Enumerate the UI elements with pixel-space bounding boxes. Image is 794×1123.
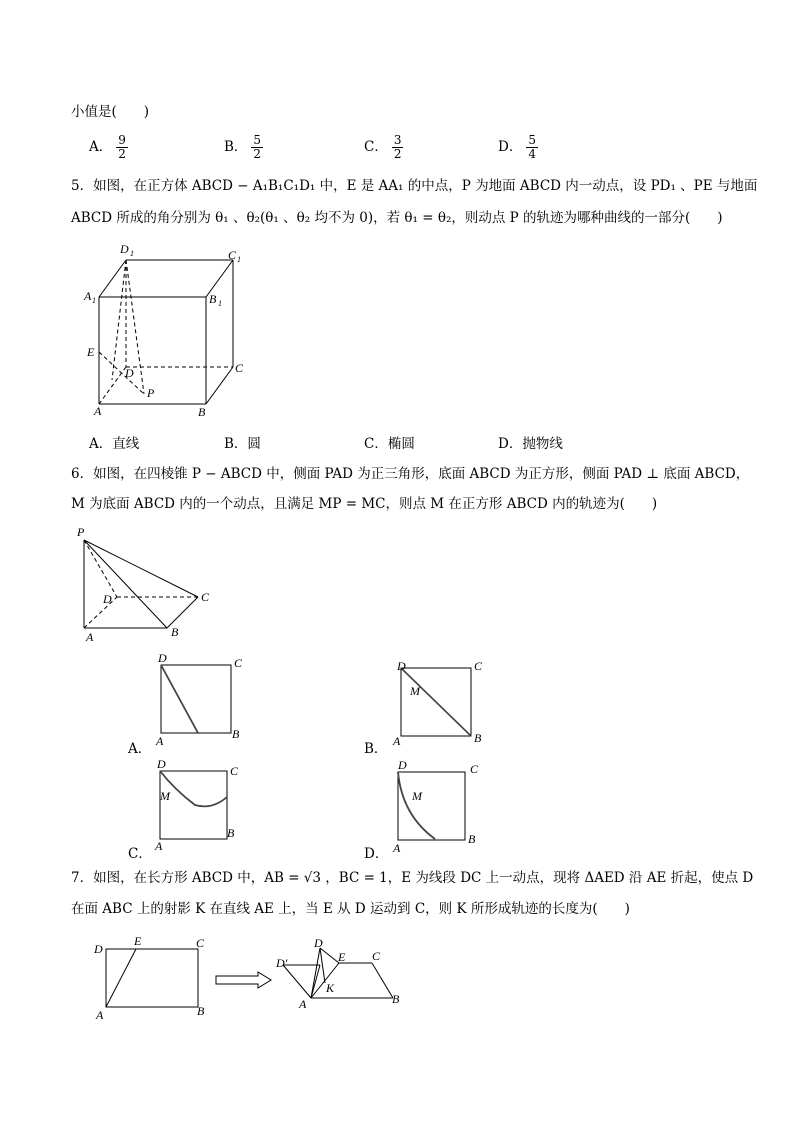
label-E: E	[87, 345, 95, 359]
label-B: B	[468, 832, 476, 846]
q6-option-c[interactable]: C．	[128, 846, 152, 862]
label-P: P	[147, 386, 155, 400]
label-D: D	[397, 659, 406, 673]
label-D: D	[125, 366, 134, 380]
q6-option-b[interactable]: B．	[364, 741, 388, 757]
q5-option-c[interactable]: C．椭圆	[364, 436, 415, 452]
label-C: C	[235, 361, 244, 375]
label-sub: 1	[92, 296, 96, 305]
q6-option-d[interactable]: D．	[364, 846, 389, 862]
label-A1: A	[84, 289, 92, 303]
q5-text-line1: 5．如图，在正方体 ABCD − A₁B₁C₁D₁ 中，E 是 AA₁ 的中点，P 为地面 ABCD 内一动点，设 PD₁ 、PE 与地面	[71, 178, 758, 194]
label-D: D	[103, 592, 112, 606]
fraction: $\frac{5}{4}$	[528, 133, 536, 161]
q5-text-line2: ABCD 所成的角分别为 θ₁ 、θ₂(θ₁ 、θ₂ 均不为 0)，若 θ₁ = θ₂，则动点 P 的轨迹为哪种曲线的一部分( )	[71, 210, 723, 226]
label-D: D	[157, 757, 166, 771]
label-B1: B	[209, 292, 217, 306]
label-A: A	[156, 734, 164, 748]
label-Dprime: D′	[276, 956, 288, 970]
label-B: B	[198, 405, 206, 419]
q4-question-tail: 小值是( )	[71, 104, 150, 120]
label-M: M	[160, 789, 170, 803]
label-D-folded: D	[314, 936, 323, 950]
label-D: D	[398, 758, 407, 772]
label-P: P	[77, 525, 85, 539]
q5-option-a[interactable]: A．直线	[89, 436, 140, 452]
label-M: M	[410, 684, 420, 698]
fraction: $\frac{3}{2}$	[393, 133, 402, 161]
label-C: C	[234, 656, 243, 670]
label-C1: C	[228, 248, 237, 262]
label-A: A	[94, 404, 102, 418]
label-B: B	[474, 731, 482, 745]
label-E-folded: E	[338, 950, 346, 964]
label-D1: D	[120, 242, 129, 256]
fraction: $\frac{9}{2}$	[118, 133, 126, 161]
label-D: D	[158, 651, 167, 665]
label-B: B	[232, 727, 240, 741]
label-C-folded: C	[372, 949, 381, 963]
option-label: B．	[224, 139, 248, 155]
label-B: B	[171, 625, 179, 639]
label-D: D	[94, 942, 103, 956]
label-K: K	[326, 981, 335, 995]
label-B: B	[227, 826, 235, 840]
label-A: A	[393, 734, 401, 748]
option-label: C．	[364, 139, 388, 155]
label-A: A	[155, 839, 163, 853]
label-A-folded: A	[299, 997, 307, 1011]
label-A: A	[393, 841, 401, 855]
label-C: C	[196, 936, 205, 950]
q7-text-line1: 7．如图，在长方形 ABCD 中，AB = √3 ，BC = 1，E 为线段 DC 上一动点，现将 ΔAED 沿 AE 折起，使点 D	[71, 870, 754, 886]
label-C: C	[474, 659, 483, 673]
fraction: $\frac{5}{2}$	[253, 133, 262, 161]
label-C: C	[201, 590, 210, 604]
label-A: A	[86, 630, 94, 644]
label-sub: 1	[130, 249, 134, 258]
label-E: E	[134, 934, 142, 948]
q5-option-b[interactable]: B．圆	[224, 436, 261, 452]
option-label: A．	[89, 139, 113, 155]
label-M: M	[412, 789, 422, 803]
q7-text-line2: 在面 ABC 上的射影 K 在直线 AE 上，当 E 从 D 运动到 C，则 K 所形成轨迹的长度为( )	[71, 901, 630, 917]
label-B: B	[197, 1004, 205, 1018]
q6-option-a[interactable]: A．	[128, 741, 152, 757]
label-C: C	[230, 764, 239, 778]
label-A: A	[96, 1008, 104, 1022]
label-B-folded: B	[392, 992, 400, 1006]
option-label: D．	[498, 139, 523, 155]
label-sub: 1	[218, 299, 222, 308]
q6-text-line1: 6．如图，在四棱锥 P − ABCD 中，侧面 PAD 为正三角形，底面 ABCD 为正方形，侧面 PAD ⊥ 底面 ABCD，	[71, 466, 750, 482]
q6-text-line2: M 为底面 ABCD 内的一个动点，且满足 MP = MC，则点 M 在正方形 ABCD 内的轨迹为( )	[71, 496, 658, 512]
label-C: C	[470, 762, 479, 776]
label-sub: 1	[237, 255, 241, 264]
q5-option-d[interactable]: D．抛物线	[498, 436, 563, 452]
